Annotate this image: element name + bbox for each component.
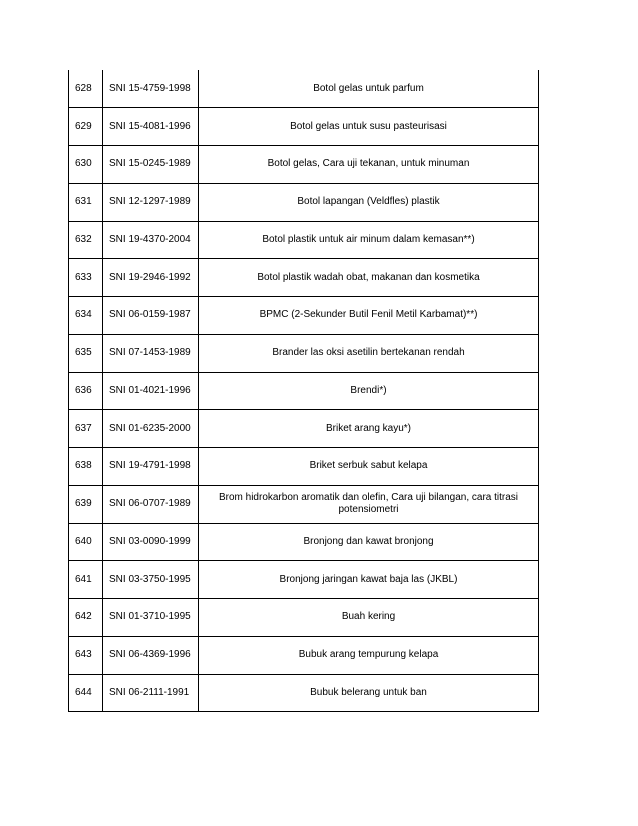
standard-code: SNI 06-0159-1987	[103, 297, 199, 335]
table-body	[69, 70, 539, 712]
table-row	[69, 448, 539, 486]
table-row	[69, 108, 539, 146]
standard-title: Brom hidrokarbon aromatik dan olefin, Cara uji bilangan, cara titrasi potensiometri	[199, 485, 539, 523]
table-row	[69, 674, 539, 712]
standard-title: Bronjong dan kawat bronjong	[199, 523, 539, 561]
standard-title: Briket arang kayu*)	[199, 410, 539, 448]
standard-title: Brendi*)	[199, 372, 539, 410]
table-row	[69, 561, 539, 599]
standard-title: Bubuk belerang untuk ban	[199, 674, 539, 712]
standard-code: SNI 19-2946-1992	[103, 259, 199, 297]
table-row	[69, 183, 539, 221]
row-number: 632	[69, 221, 103, 259]
standard-code: SNI 07-1453-1989	[103, 334, 199, 372]
standard-code: SNI 01-6235-2000	[103, 410, 199, 448]
standard-title: Briket serbuk sabut kelapa	[199, 448, 539, 486]
row-number: 644	[69, 674, 103, 712]
standard-title: Brander las oksi asetilin bertekanan rendah	[199, 334, 539, 372]
standard-code: SNI 12-1297-1989	[103, 183, 199, 221]
table-row	[69, 146, 539, 184]
row-number: 628	[69, 70, 103, 108]
table-row	[69, 599, 539, 637]
table-row	[69, 221, 539, 259]
standard-code: SNI 03-0090-1999	[103, 523, 199, 561]
row-number: 642	[69, 599, 103, 637]
row-number: 639	[69, 485, 103, 523]
table-row	[69, 70, 539, 108]
standards-table-container	[68, 70, 538, 712]
row-number: 636	[69, 372, 103, 410]
standards-table	[68, 70, 539, 712]
standard-code: SNI 06-0707-1989	[103, 485, 199, 523]
row-number: 641	[69, 561, 103, 599]
standard-code: SNI 19-4370-2004	[103, 221, 199, 259]
table-row	[69, 297, 539, 335]
standard-code: SNI 06-2111-1991	[103, 674, 199, 712]
table-row	[69, 636, 539, 674]
row-number: 631	[69, 183, 103, 221]
row-number: 638	[69, 448, 103, 486]
standard-title: Botol gelas, Cara uji tekanan, untuk minuman	[199, 146, 539, 184]
standard-code: SNI 01-4021-1996	[103, 372, 199, 410]
table-row	[69, 334, 539, 372]
table-row	[69, 523, 539, 561]
row-number: 640	[69, 523, 103, 561]
standard-code: SNI 15-4759-1998	[103, 70, 199, 108]
row-number: 629	[69, 108, 103, 146]
table-row	[69, 372, 539, 410]
standard-title: Botol lapangan (Veldfles) plastik	[199, 183, 539, 221]
standard-title: BPMC (2-Sekunder Butil Fenil Metil Karbamat)**)	[199, 297, 539, 335]
standard-code: SNI 15-4081-1996	[103, 108, 199, 146]
standard-title: Botol gelas untuk parfum	[199, 70, 539, 108]
row-number: 635	[69, 334, 103, 372]
row-number: 633	[69, 259, 103, 297]
row-number: 643	[69, 636, 103, 674]
standard-title: Buah kering	[199, 599, 539, 637]
standard-title: Bronjong jaringan kawat baja las (JKBL)	[199, 561, 539, 599]
row-number: 637	[69, 410, 103, 448]
table-row	[69, 410, 539, 448]
standard-code: SNI 06-4369-1996	[103, 636, 199, 674]
table-row	[69, 259, 539, 297]
standard-code: SNI 19-4791-1998	[103, 448, 199, 486]
table-row	[69, 485, 539, 523]
row-number: 630	[69, 146, 103, 184]
standard-title: Botol plastik wadah obat, makanan dan kosmetika	[199, 259, 539, 297]
standard-title: Bubuk arang tempurung kelapa	[199, 636, 539, 674]
row-number: 634	[69, 297, 103, 335]
standard-title: Botol plastik untuk air minum dalam kemasan**)	[199, 221, 539, 259]
standard-code: SNI 03-3750-1995	[103, 561, 199, 599]
standard-code: SNI 01-3710-1995	[103, 599, 199, 637]
standard-title: Botol gelas untuk susu pasteurisasi	[199, 108, 539, 146]
standard-code: SNI 15-0245-1989	[103, 146, 199, 184]
